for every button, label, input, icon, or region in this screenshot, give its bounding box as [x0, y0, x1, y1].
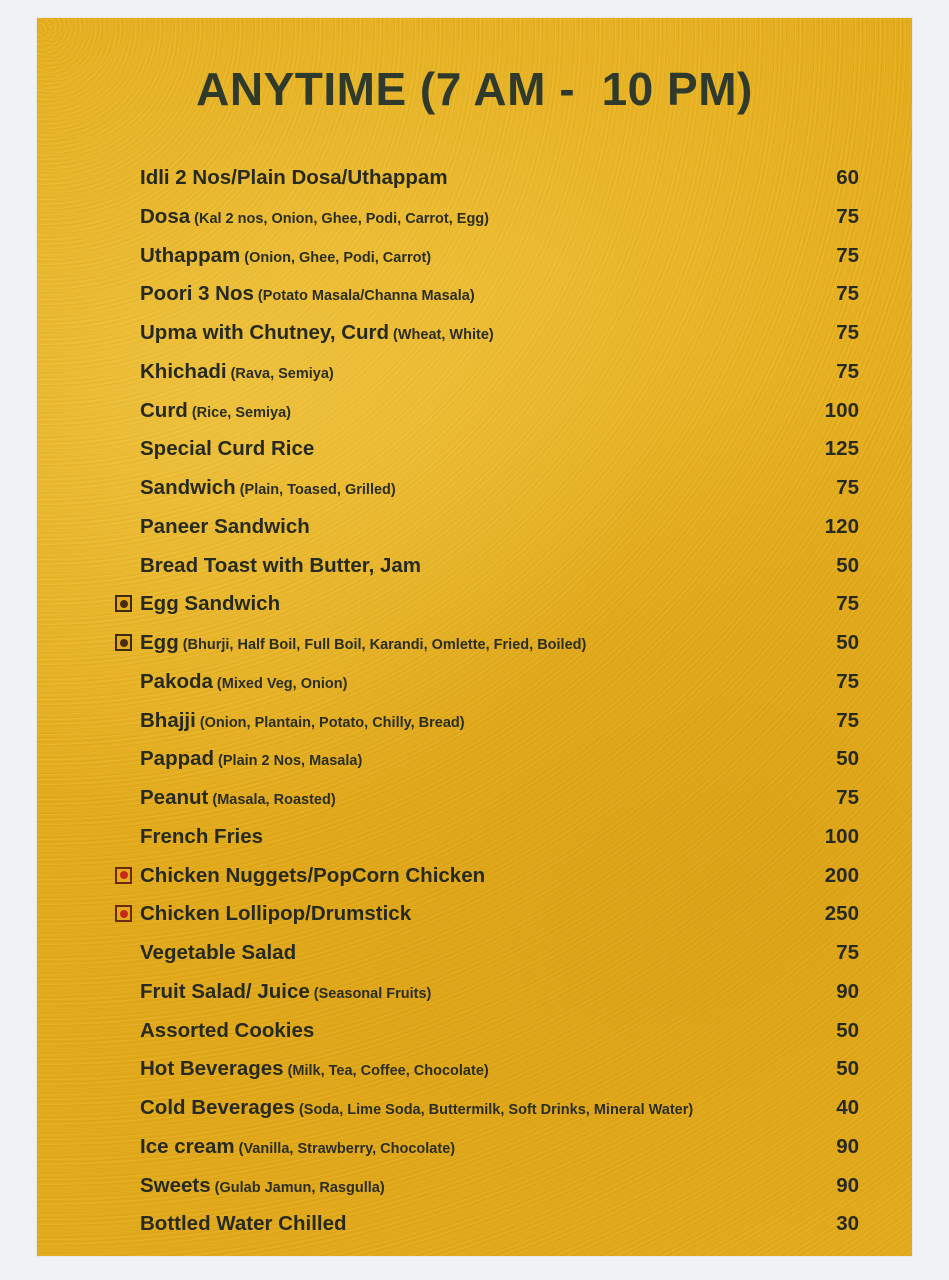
item-options: (Potato Masala/Channa Masala)	[257, 288, 475, 305]
menu-item	[37, 430, 912, 469]
item-text	[140, 1089, 693, 1130]
item-name: Poori 3 Nos	[140, 282, 254, 306]
item-options: (Kal 2 nos, Onion, Ghee, Podi, Carrot, Egg)	[194, 210, 489, 227]
item-text	[140, 469, 396, 510]
item-price: 50	[836, 553, 859, 577]
item-price: 50	[836, 631, 859, 654]
menu-item	[37, 895, 912, 934]
item-price: 30	[836, 1212, 859, 1236]
item-name: Dosa	[140, 204, 191, 228]
item-name: Peanut	[140, 786, 209, 809]
item-options: (Rice, Semiya)	[191, 404, 291, 421]
item-price: 75	[836, 321, 859, 344]
item-price: 75	[836, 476, 859, 499]
item-price: 75	[836, 708, 859, 732]
item-options: (Gulab Jamun, Rasgulla)	[214, 1179, 385, 1196]
item-text	[140, 702, 465, 743]
menu-item	[37, 198, 912, 237]
item-text	[140, 314, 494, 355]
item-text	[140, 895, 411, 936]
item-price: 60	[836, 166, 859, 189]
item-price: 90	[836, 1173, 859, 1197]
item-price: 50	[836, 1018, 859, 1042]
item-options: (Milk, Tea, Coffee, Chocolate)	[287, 1063, 489, 1080]
menu-item	[37, 663, 912, 702]
item-text	[140, 818, 263, 859]
item-options: (Wheat, White)	[393, 327, 494, 343]
item-options: (Seasonal Fruits)	[313, 985, 432, 1002]
item-text	[140, 508, 310, 549]
item-name: Egg Sandwich	[140, 592, 281, 616]
menu-title: ANYTIME (7 AM - 10 PM)	[196, 63, 753, 115]
item-name: Bhajji	[140, 708, 196, 732]
menu-item	[37, 547, 912, 586]
menu-item	[37, 857, 912, 896]
item-name: Uthappam	[140, 243, 241, 267]
item-price: 200	[824, 863, 859, 887]
egg-marker-icon	[115, 634, 132, 651]
menu-item	[37, 275, 912, 314]
item-options: (Onion, Ghee, Podi, Carrot)	[244, 249, 432, 266]
marker-dot	[120, 910, 128, 918]
item-name: Chicken Lollipop/Drumstick	[140, 902, 412, 926]
menu-item	[37, 508, 912, 547]
item-price: 75	[836, 786, 859, 809]
item-name: Ice cream	[140, 1134, 235, 1158]
item-options: (Plain 2 Nos, Masala)	[218, 753, 363, 770]
item-price: 40	[836, 1096, 859, 1119]
item-name: Chicken Nuggets/PopCorn Chicken	[140, 863, 486, 887]
item-options: (Mixed Veg, Onion)	[216, 675, 348, 692]
item-text	[140, 1012, 314, 1053]
menu-item	[37, 585, 912, 624]
item-text	[140, 624, 586, 665]
item-text	[140, 430, 314, 471]
item-price: 75	[836, 282, 859, 306]
item-name: Paneer Sandwich	[140, 514, 310, 538]
item-text	[140, 934, 296, 975]
item-text	[140, 353, 334, 394]
menu-item	[37, 702, 912, 741]
item-text	[140, 1167, 385, 1208]
item-options: (Bhurji, Half Boil, Full Boil, Karandi, Omlette, Fried, Boiled)	[182, 637, 587, 653]
item-text	[140, 275, 475, 316]
item-name: Cold Beverages	[140, 1096, 295, 1119]
menu-item	[37, 1012, 912, 1051]
item-name: Sandwich	[140, 476, 236, 499]
menu-item	[37, 1205, 912, 1244]
marker-dot	[120, 639, 128, 647]
item-name: Khichadi	[140, 359, 227, 383]
item-text	[140, 392, 291, 433]
item-text	[140, 740, 362, 781]
menu-item	[37, 1089, 912, 1128]
item-price: 75	[836, 941, 859, 964]
item-name: Special Curd Rice	[140, 437, 315, 461]
item-name: Idli 2 Nos/Plain Dosa/Uthappam	[140, 166, 448, 189]
item-text	[140, 779, 336, 820]
item-price: 75	[836, 592, 859, 616]
non-veg-marker-icon	[115, 867, 132, 884]
item-price: 75	[836, 243, 859, 267]
menu-item	[37, 740, 912, 779]
item-name: Vegetable Salad	[140, 941, 297, 964]
item-name: French Fries	[140, 824, 264, 848]
menu-item	[37, 624, 912, 663]
item-text	[140, 857, 485, 898]
item-price: 90	[836, 1134, 859, 1158]
menu-item	[37, 779, 912, 818]
egg-marker-icon	[115, 595, 132, 612]
item-price: 75	[836, 204, 859, 228]
item-options: (Masala, Roasted)	[212, 792, 336, 808]
menu-item	[37, 353, 912, 392]
menu-item	[37, 469, 912, 508]
item-name: Assorted Cookies	[140, 1018, 315, 1042]
item-name: Pakoda	[140, 669, 213, 693]
menu-item	[37, 392, 912, 431]
menu-item	[37, 1167, 912, 1206]
item-text	[140, 237, 431, 278]
menu-item	[37, 818, 912, 857]
item-name: Bottled Water Chilled	[140, 1212, 347, 1236]
menu-card	[37, 18, 912, 1256]
marker-dot	[120, 871, 128, 879]
item-name: Pappad	[140, 747, 215, 771]
item-options: (Rava, Semiya)	[230, 365, 334, 382]
menu-item	[37, 237, 912, 276]
item-options: (Soda, Lime Soda, Buttermilk, Soft Drinks, Mineral Water)	[298, 1102, 694, 1118]
item-price: 75	[836, 359, 859, 383]
item-price: 50	[836, 1057, 859, 1081]
item-text	[140, 547, 421, 588]
item-name: Sweets	[140, 1173, 211, 1197]
non-veg-marker-icon	[115, 905, 132, 922]
item-price: 50	[836, 747, 859, 771]
item-text	[140, 1128, 455, 1169]
menu-item	[37, 159, 912, 198]
item-options: (Onion, Plantain, Potato, Chilly, Bread)	[199, 714, 465, 731]
item-options: (Plain, Toased, Grilled)	[239, 482, 396, 498]
item-price: 75	[836, 669, 859, 693]
item-name: Curd	[140, 398, 188, 422]
marker-dot	[120, 600, 128, 608]
menu-item	[37, 973, 912, 1012]
item-price: 100	[824, 398, 859, 422]
menu-item	[37, 314, 912, 353]
item-text	[140, 973, 431, 1014]
item-price: 120	[824, 514, 859, 538]
item-name: Bread Toast with Butter, Jam	[140, 553, 421, 577]
item-price: 125	[824, 437, 859, 461]
item-text	[140, 159, 448, 200]
item-price: 100	[824, 824, 859, 848]
item-options: (Vanilla, Strawberry, Chocolate)	[238, 1140, 456, 1157]
item-text	[140, 663, 347, 704]
item-name: Upma with Chutney, Curd	[140, 321, 390, 344]
menu-item	[37, 1128, 912, 1167]
menu-item	[37, 934, 912, 973]
menu-list	[37, 159, 912, 1244]
item-text	[140, 585, 280, 626]
item-name: Fruit Salad/ Juice	[140, 979, 310, 1003]
item-name: Egg	[140, 631, 179, 654]
item-price: 250	[824, 902, 859, 926]
menu-item	[37, 1050, 912, 1089]
item-name: Hot Beverages	[140, 1057, 284, 1081]
item-price: 90	[836, 979, 859, 1003]
item-text	[140, 1050, 489, 1091]
item-text	[140, 198, 489, 239]
item-text	[140, 1205, 347, 1246]
